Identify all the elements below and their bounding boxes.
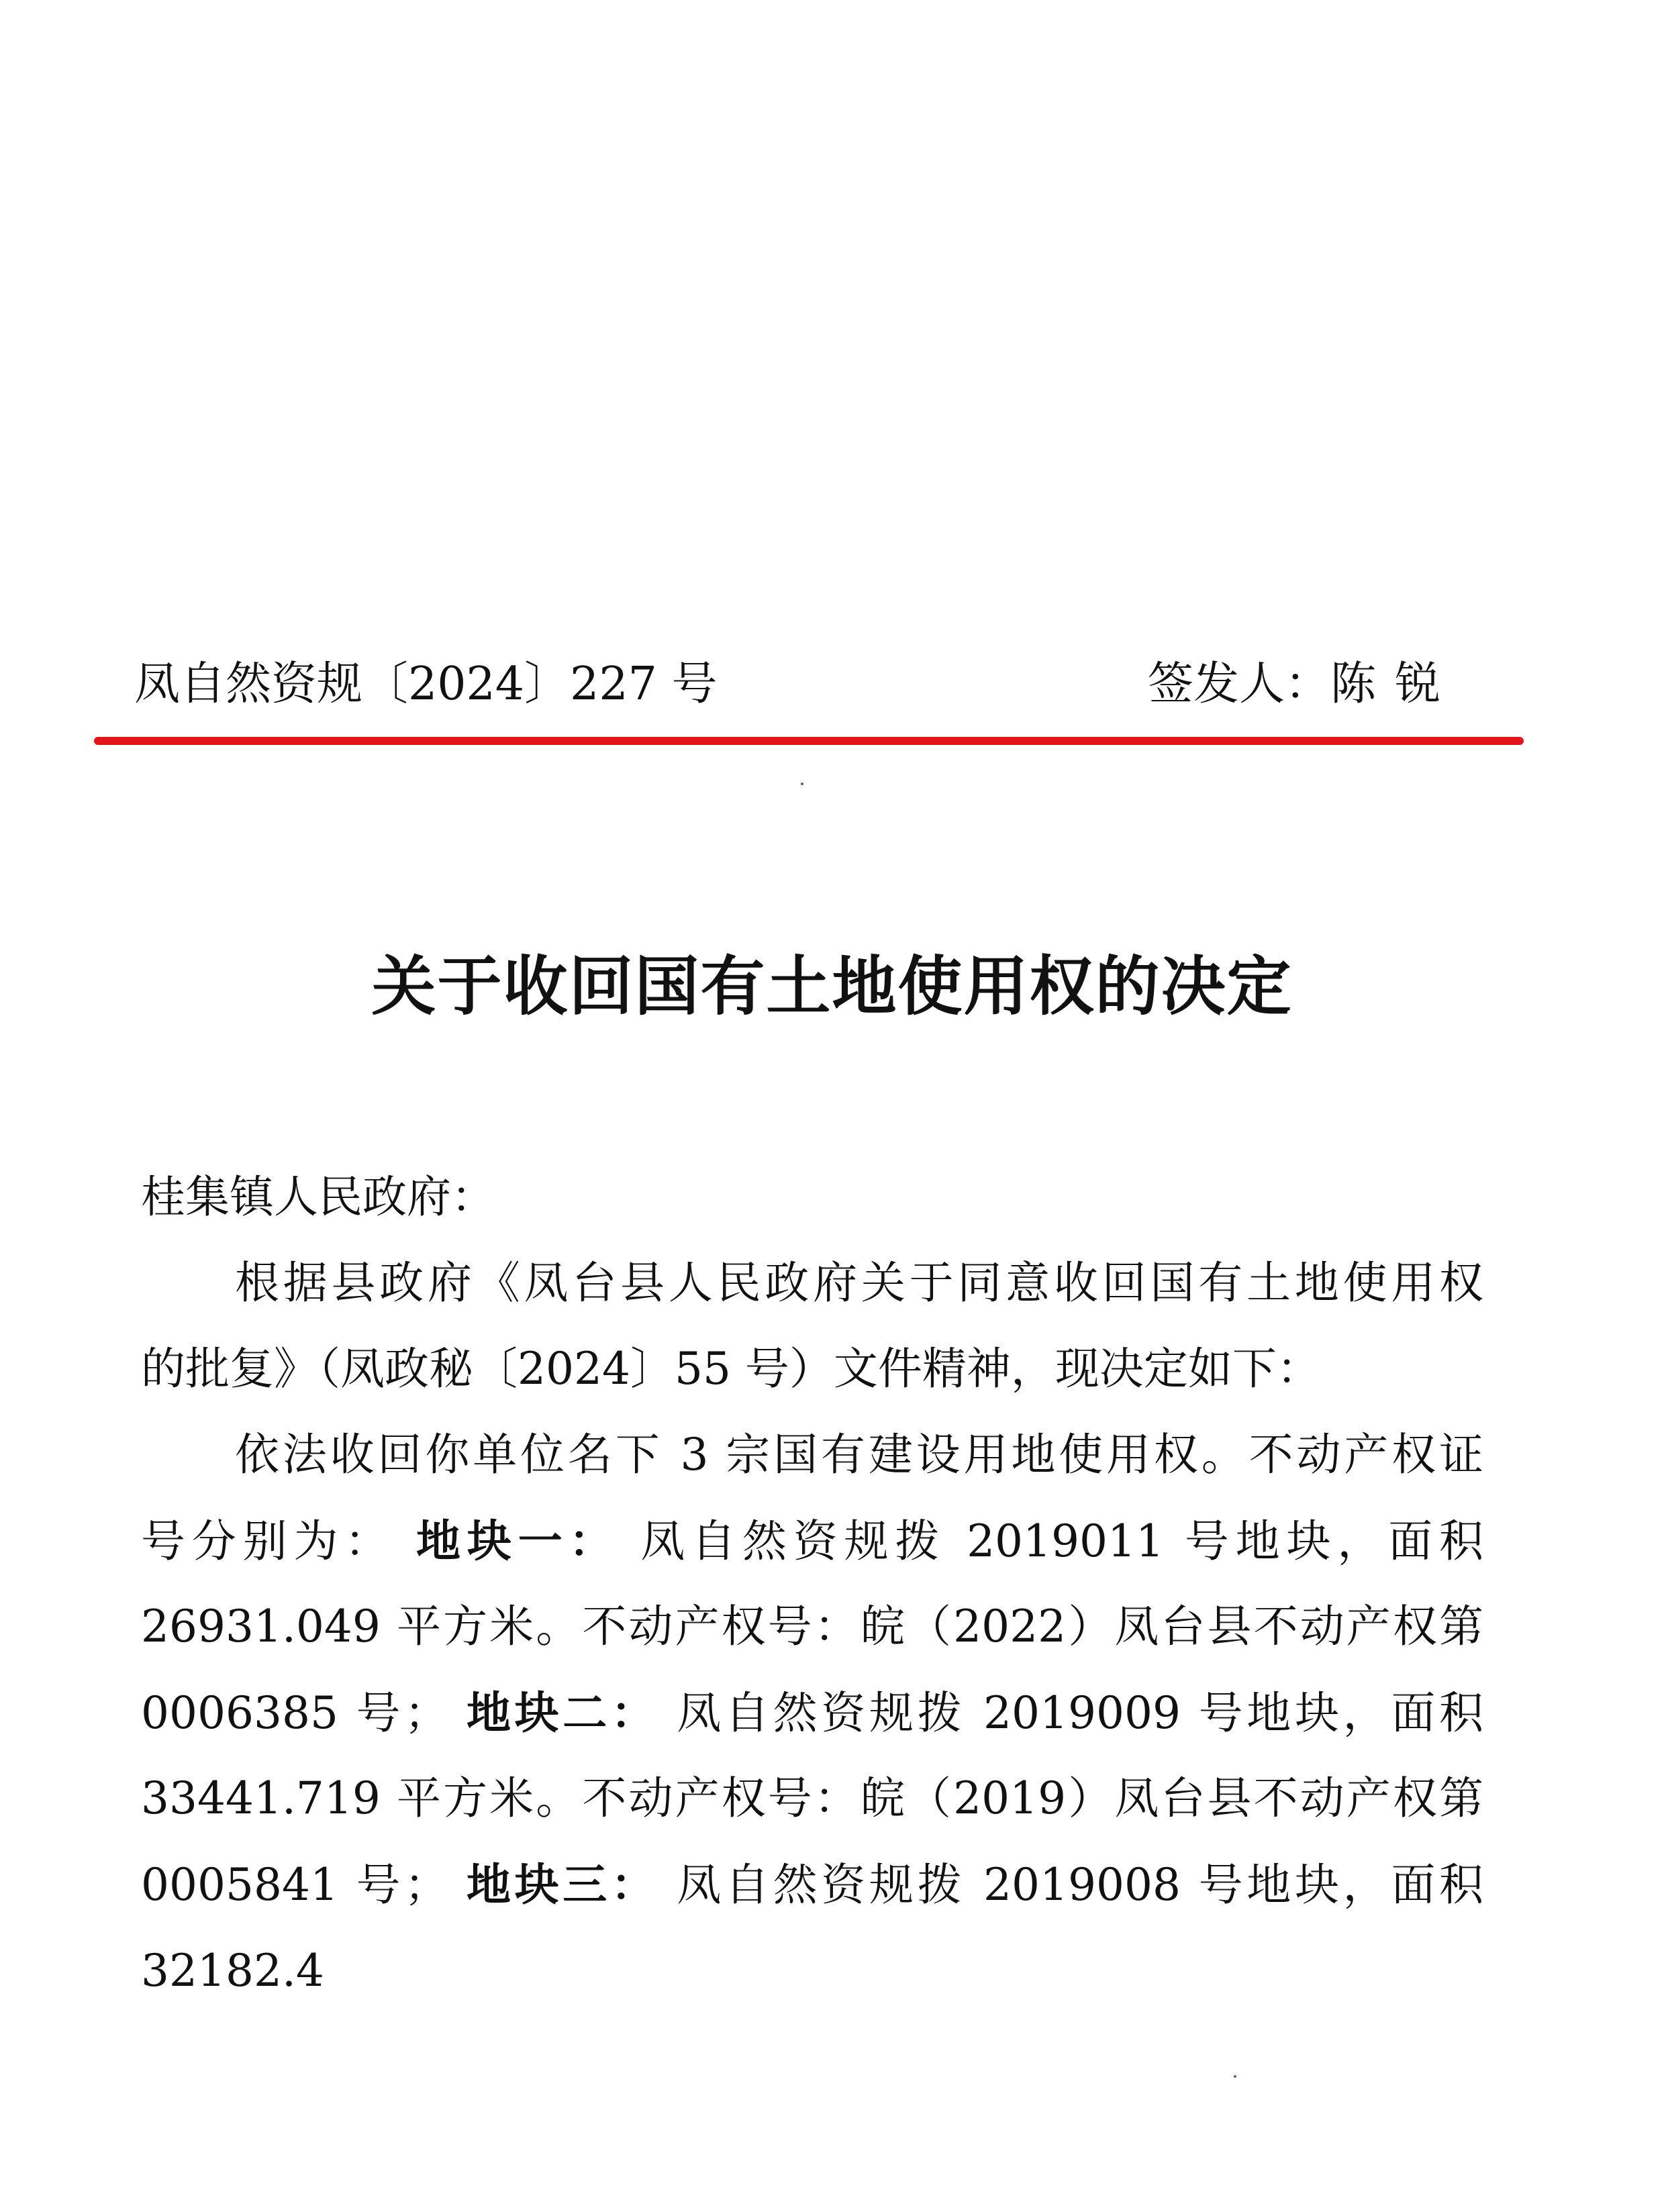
text-run: 凤自然资规拨 2019009 号地块，面积 [677, 1687, 1484, 1739]
plot-two-label: 地块二： [466, 1687, 659, 1739]
paragraph-1-line-2: 的批复》（凤政秘〔2024〕55 号）文件精神，现决定如下： [141, 1343, 1321, 1395]
red-header-rule [94, 737, 1524, 745]
document-title: 关于收回国有土地使用权的决定 [371, 948, 1293, 1024]
plot-one-label: 地块一： [416, 1515, 620, 1567]
signer-label: 签发人： [1147, 658, 1330, 711]
text-run: 0006385 号； [141, 1687, 449, 1739]
paragraph-1-line-1: 根据县政府《凤台县人民政府关于同意收回国有土地使用权 [235, 1257, 1483, 1309]
signer-name: 陈锐 [1330, 658, 1459, 711]
paragraph-2-line-1: 依法收回你单位名下 3 宗国有建设用地使用权。不动产权证 [235, 1429, 1483, 1480]
scan-speck [1234, 2075, 1236, 2078]
paragraph-2-line-3: 26931.049 平方米。不动产权号：皖（2022）凤台县不动产权第 [141, 1601, 1483, 1652]
document-number: 凤自然资规〔2024〕227 号 [134, 658, 718, 711]
text-run: 0005841 号； [141, 1859, 449, 1911]
document-body [141, 1154, 1484, 1997]
scan-speck [801, 783, 803, 785]
paragraph-2-line-4 [141, 1670, 1483, 1756]
text-run: 凤自然资规拨 2019008 号地块，面积 32182.4 [141, 1859, 1484, 1997]
paragraph-2-line-6 [141, 1842, 1484, 1997]
recipient: 桂集镇人民政府： [141, 1171, 495, 1223]
paragraph-2-line-5: 33441.719 平方米。不动产权号：皖（2019）凤台县不动产权第 [141, 1772, 1483, 1824]
text-run: 号分别为： [141, 1515, 396, 1567]
signer [1148, 654, 1459, 715]
plot-three-label: 地块三： [466, 1858, 659, 1911]
text-run: 凤自然资规拨 2019011 号地块，面积 [640, 1515, 1484, 1567]
paragraph-2-line-2 [141, 1498, 1483, 1584]
